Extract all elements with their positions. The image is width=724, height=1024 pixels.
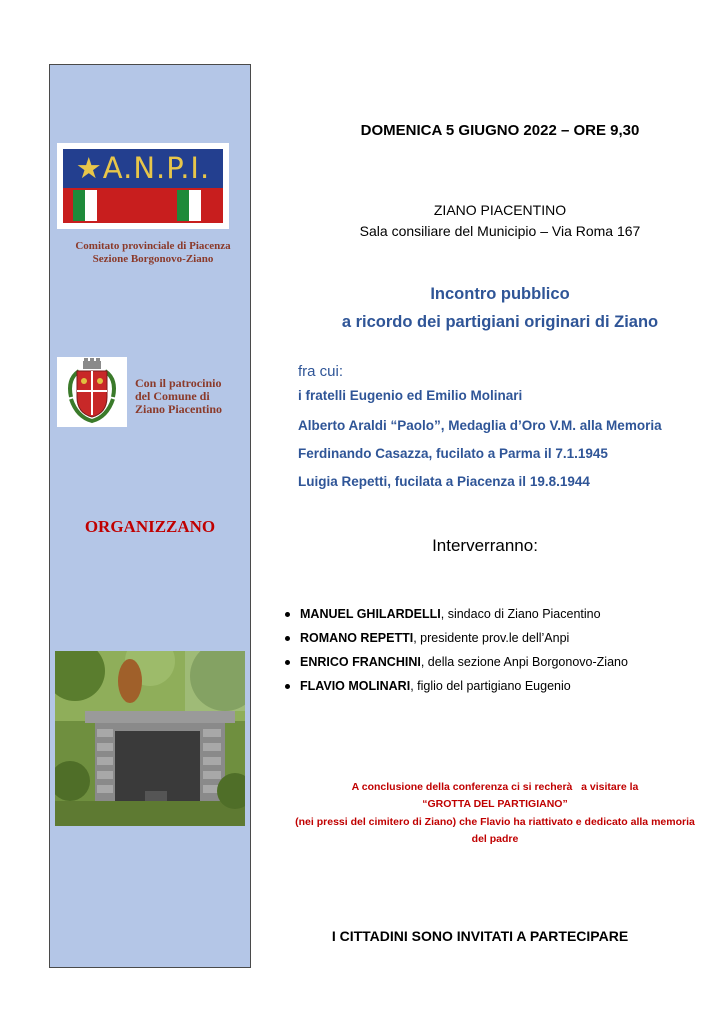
- comune-coat-of-arms: [57, 357, 127, 427]
- italian-flag-icon: [73, 190, 109, 221]
- coat-of-arms-icon: [57, 357, 127, 427]
- visit-note-line2: “GROTTA DEL PARTIGIANO”: [422, 798, 568, 810]
- patrocinio-text: Con il patrocinio del Comune di Ziano Piacentino: [135, 376, 223, 416]
- visit-note-line1: A conclusione della conferenza ci si recherà a visitare la: [351, 781, 639, 793]
- partisan-name: i fratelli Eugenio ed Emilio Molinari: [298, 388, 523, 403]
- anpi-logo-text: ★A.N.P.I.: [63, 149, 223, 188]
- visit-note-line4: del padre: [471, 833, 519, 845]
- speakers-list: [285, 606, 628, 702]
- event-title-line1: Incontro pubblico: [430, 285, 570, 303]
- italian-flag-icon: [177, 190, 213, 221]
- anpi-logo: [57, 143, 229, 229]
- stone-shelter-photo-icon: [55, 651, 245, 826]
- partisan-name: Luigia Repetti, fucilata a Piacenza il 19.8.1944: [298, 474, 590, 489]
- speakers-heading: Interverranno:: [432, 536, 538, 555]
- partisan-name: Alberto Araldi “Paolo”, Medaglia d’Oro V.M. alla Memoria: [298, 418, 662, 433]
- event-title-line2: a ricordo dei partigiani originari di Ziano: [341, 313, 659, 331]
- invitation-text: I CITTADINI SONO INVITATI A PARTECIPARE: [331, 928, 629, 944]
- partisan-name: Ferdinando Casazza, fucilato a Parma il 7.1.1945: [298, 446, 608, 461]
- speaker-item: FLAVIO MOLINARI, figlio del partigiano Eugenio: [285, 678, 628, 702]
- event-town: ZIANO PIACENTINO: [433, 202, 567, 218]
- comitato-text: Comitato provinciale di Piacenza Sezione Borgonovo-Ziano: [75, 240, 231, 265]
- partisans-intro: fra cui:: [298, 363, 344, 380]
- visit-note-line3: (nei pressi del cimitero di Ziano) che Flavio ha riattivato e dedicato alla memoria: [295, 816, 695, 828]
- speaker-item: ENRICO FRANCHINI, della sezione Anpi Borgonovo-Ziano: [285, 654, 628, 678]
- grotta-photo: [55, 651, 245, 826]
- anpi-flags: [63, 188, 223, 223]
- organizzano-heading: ORGANIZZANO: [84, 517, 216, 536]
- event-date: DOMENICA 5 GIUGNO 2022 – ORE 9,30: [360, 122, 640, 139]
- speaker-item: ROMANO REPETTI, presidente prov.le dell’Anpi: [285, 630, 628, 654]
- event-venue: Sala consiliare del Municipio – Via Roma 167: [359, 223, 641, 239]
- speaker-item: MANUEL GHILARDELLI, sindaco di Ziano Piacentino: [285, 606, 628, 630]
